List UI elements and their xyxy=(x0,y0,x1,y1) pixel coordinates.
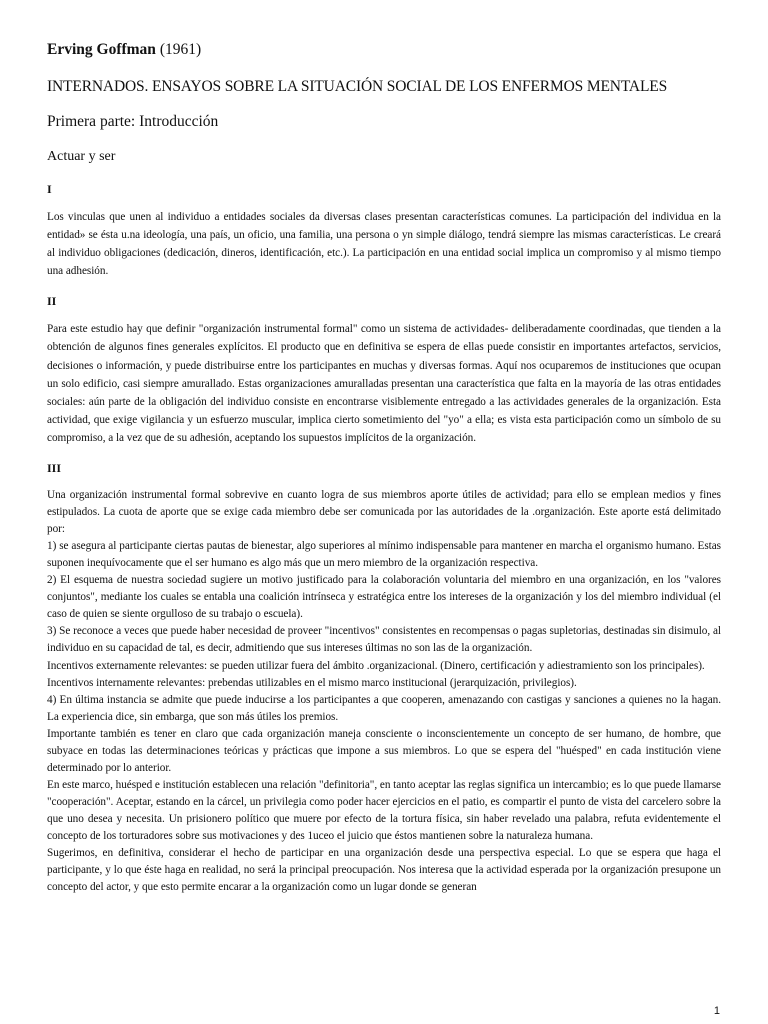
section-3-paragraph-4: 3) Se reconoce a veces que puede haber necesidad de proveer "incentivos" consistentes en recompensas o pagas supletorias, destinadas sin disimulo, al individuo en su capacidad de tal, es decir, admitiendo que sus intereses últimas no son las de la organización. xyxy=(47,625,721,655)
section-3-paragraph-8: Importante también es tener en claro que cada organización maneja consciente o inconscientemente un concepto de ser humano, de hombre, que subyace en todas las determinaciones teóricas y prácticas que impone a sus miembros. Lo que se espera del "huésped" en cada institución viene determinado por lo anterior. xyxy=(47,727,721,774)
author-name: Erving Goffman xyxy=(47,41,156,58)
section-3-paragraph-3: 2) El esquema de nuestra sociedad sugiere un motivo justificado para la colaboración voluntaria del miembro en una organización, en los "valores conjuntos", mediante los cuales se entabla una coalición intrínseca y estratégica entre los intereses de la organización y los del miembro individual (el caso de quien se siente orgulloso de su trabajo o escuela). xyxy=(47,574,721,621)
section-heading-3: III xyxy=(47,461,62,476)
section-3-paragraph-5: Incentivos externamente relevantes: se pueden utilizar fuera del ámbito .organizacional. (Dinero, certificación y adiestramiento son los principales). xyxy=(47,659,705,672)
page-number: 1 xyxy=(713,1005,720,1017)
section-3-paragraph-10: Sugerimos, en definitiva, considerar el hecho de participar en una organización desde una perspectiva especial. Lo que se espera que haga el participante, y lo que éste haga en realidad, no será la principal preocupación. Nos interesa que la actividad esperada por la organización presupone un concepto del actor, y que esto permite encarar a la organización como un lugar donde se generan xyxy=(47,847,721,894)
section-3-paragraph-7: 4) En última instancia se admite que puede inducirse a los participantes a que cooperen, amenazando con castigas y sanciones a quienes no la hagan. La experiencia dice, sin embarga, que son más útiles los premios. xyxy=(47,693,721,723)
section-heading-1: I xyxy=(47,182,52,196)
document-page xyxy=(47,40,721,896)
section-3-paragraph-6: Incentivos internamente relevantes: prebendas utilizables en el mismo marco institucional (jerarquización, privilegios). xyxy=(47,676,577,689)
chapter-heading: Actuar y ser xyxy=(47,149,116,164)
document-title: INTERNADOS. ENSAYOS SOBRE LA SITUACIÓN SOCIAL DE LOS ENFERMOS MENTALES xyxy=(47,78,668,95)
author-line xyxy=(47,40,721,60)
part-heading: Primera parte: Introducción xyxy=(47,113,219,130)
section-3-paragraph-2: 1) se asegura al participante ciertas pautas de bienestar, algo superiores al mínimo indispensable para mantener en marcha el organismo humano. Estas suponen inequívocamente que el ser humano es algo más que un mero miembro de la organización respectiva. xyxy=(47,540,721,570)
section-1-paragraph: Los vinculas que unen al individuo a entidades sociales da diversas clases presentan características comunes. La participación del individua en la entidad» se ésta u.na ideología, una país, un oficio, una familia, una persona o yn simple diálogo, tendrá siempre las mismas características. Le creará al individuo obligaciones (dedicación, dineros, identificación, etc.). La participación en una entidad social implica un compromiso y al mismo tiempo una adhesión. xyxy=(47,211,721,278)
section-3-paragraph-1: Una organización instrumental formal sobrevive en cuanto logra de sus miembros aporte útiles de actividad; para ello se emplean medios y fines estipulados. La cuota de aporte que se exige cada miembro debe ser comunicada por las autoridades de la .organización. Este aporte está delimitado por: xyxy=(47,489,721,536)
section-heading-2: II xyxy=(47,294,57,309)
section-2-paragraph: Para este estudio hay que definir "organización instrumental formal" como un sistema de actividades- deliberadamente coordinadas, que tienden a la obtención de algunos fines generales explícitos. El producto que en definitiva se espera de ellas puede consistir en importantes artefactos, servicios, decisiones o información, y puede distribuirse entre los participantes en muchas y diversas formas. Aquí nos ocuparemos de instituciones que ocupan un solo edificio, casi siempre amurallado. Estas organizaciones amuralladas presentan una característica que falta en la mayoría de las otras entidades sociales: aún parte de la obligación del individuo consiste en encontrarse visiblemente entregado a las actividades generales de la organización. Esta actividad, que exige vigilancia y un esfuerzo muscular, implica cierto sometimiento del "yo" a ella; es vista esta participación como un símbolo de su compromiso, a la vez que de su adhesión, aceptando los supuestos implícitos de la organización. xyxy=(47,323,721,444)
section-3-paragraph-9: En este marco, huésped e institución establecen una relación "definitoria", en tanto aceptar las reglas significa un intercambio; es lo que puede llamarse "cooperación". Aceptar, estando en la cárcel, un privilegia como poder hacer ejercicios en el patio, es compartir el punto de vista del carcelero sobre la que uno desea y necesita. Un prisionero político que muere por efecto de la tortura física, sin haber revelado una palabra, refuta evidentemente el concepto de los torturadores sobre sus motivaciones y des 1uceo el juicio que éstos mantienen sobre la naturaleza humana. xyxy=(47,778,721,842)
publication-year: (1961) xyxy=(159,41,202,58)
